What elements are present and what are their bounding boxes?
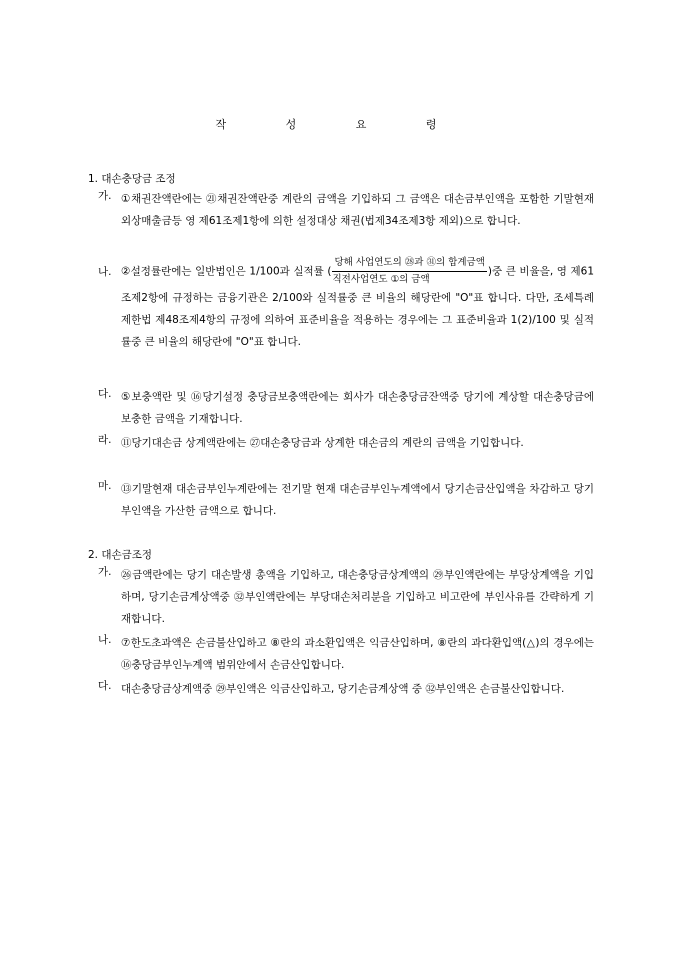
item-marker: 마. [98,480,112,492]
section-2-item-na [98,632,594,676]
section-1-item-da [98,386,594,430]
section-1-title: 1. 대손충당금 조정 [88,173,176,185]
page-title: 작 성 요 령 [215,118,465,131]
item-text: ⑪당기대손금 상계액란에는 ㉗대손충당금과 상계한 대손금의 계란의 금액을 기입합니다. [121,437,524,449]
section-1-item-ra [98,432,594,454]
section-2-title: 2. 대손금조정 [88,549,153,561]
item-text-before: ②설정률란에는 일반법인은 1/100과 실적률 ( [121,265,332,278]
item-text: 대손충당금상계액중 ㉙부인액은 익금산입하고, 당기손금계상액 중 ㉜부인액은 손금불산입합니다. [121,683,565,695]
item-marker: 라. [98,434,112,446]
item-marker: 나. [98,266,112,278]
section-1-item-ma [98,478,594,522]
fraction-denominator: 직전사업연도 ①의 금액 [332,274,430,285]
item-text: ⑦한도초과액은 손금불산입하고 ⑧란의 과소환입액은 익금산입하며, ⑧란의 과다환입액(△)의 경우에는 ⑯충당금부인누계액 범위안에서 손금산입합니다. [121,637,594,671]
performance-ratio-fraction [332,256,486,287]
item-marker: 가. [98,190,112,202]
item-text: ⑤보충액란 및 ⑯당기설정 충당금보충액란에는 회사가 대손충당금잔액중 당기에 계상할 대손충당금에 보충한 금액을 기재합니다. [121,391,594,425]
item-marker: 다. [98,680,112,692]
section-1-item-na [98,256,594,353]
item-text-after: )중 큰 비율을, 영 제61조제2항에 규정하는 금융기관은 2/100와 실적률중 큰 비율의 해당란에 "O"표 합니다. 다만, 조세특례제한법 제48조제4항의 규정에 의하여 표준비율을 적용하는 경우에는 그 표준비율과 1(2)/100 및 실적률중 큰 비율의 해당란에 "O"표 합니다. [121,265,594,348]
item-marker: 나. [98,634,112,646]
item-text: ㉖금액란에는 당기 대손발생 총액을 기입하고, 대손충당금상계액의 ㉙부인액란에는 부당상계액을 기입하며, 당기손금계상액중 ㉜부인액란에는 부당대손처리분을 기입하고 비고란에 부인사유를 간략하게 기재합니다. [121,569,594,625]
item-text: ①채권잔액란에는 ㉑채권잔액란중 계란의 금액을 기입하되 그 금액은 대손금부인액을 포함한 기말현재 외상매출금등 영 제61조제1항에 의한 설정대상 채권(법제34조제3항 제외)으로 합니다. [121,193,594,227]
section-1-item-ga [98,188,594,232]
item-marker: 가. [98,566,112,578]
item-marker: 다. [98,388,112,400]
section-2-item-ga [98,564,594,630]
section-2-item-da [98,678,594,700]
item-text [121,256,594,353]
item-text: ⑬기말현재 대손금부인누계란에는 전기말 현재 대손금부인누계액에서 당기손금산입액을 차감하고 당기 부인액을 가산한 금액으로 합니다. [121,483,594,517]
fraction-numerator: 당해 사업연도의 ㉘과 ㉛의 합계금액 [332,256,486,272]
